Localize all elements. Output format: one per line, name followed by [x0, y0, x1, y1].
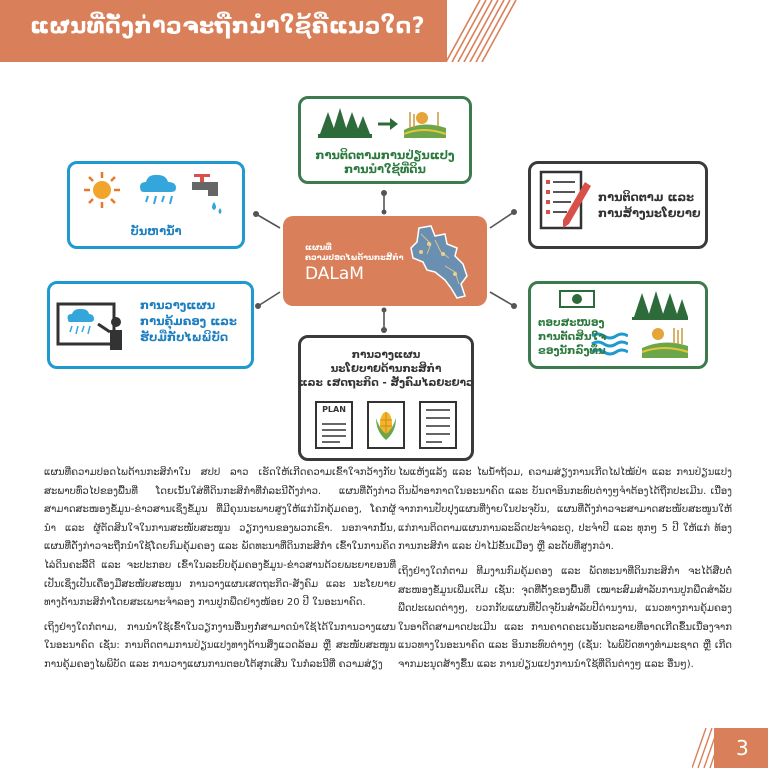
page-number: 3 — [736, 736, 749, 760]
sun-icon — [82, 170, 122, 210]
water-tap-icon — [190, 172, 234, 216]
laos-map-icon — [401, 222, 481, 302]
checklist-pen-icon — [537, 168, 593, 240]
money-icon — [558, 289, 598, 309]
page-title: ແຜນທີ່ດັ່ງກ່າວຈະຖືກນໍາໃຊ້ຄືແນວໃດ? — [30, 14, 425, 39]
box-policy-line1: ການວາງແຜນ — [351, 349, 421, 361]
box-monitoring-line2: ການສ້າງນະໂຍບາຍ — [598, 206, 701, 220]
center-title-line1: ແຜນທີ່ — [305, 243, 332, 252]
box-policy-line3: ແລະ ເສດຖະກິດ - ສັງຄົມໄລຍະຍາວ — [298, 377, 474, 389]
crop-corn-icon — [366, 400, 406, 450]
box-investor-line1: ຕອບສະໜອງ — [538, 317, 605, 329]
box-disaster-line1: ການວາງແຜນ — [140, 298, 216, 312]
box-water-label: ບັນຫານໍ້າ — [130, 224, 182, 238]
body-left-paragraph-1: ແຜນທີ່ຄວາມປອດໄພດ້ານກະສິກໍາໃນ ສປປ ລາວ ເຮັດໃຫ້ເກີດຄວາມເຂົ້າໃຈກວ້າງກັບສະພາບທົ່ວໄປຂອງພື້ນທີ່ ໂດຍເນັ້ນໃສ່ທີ່ດິນກະສິກໍາທີ່ກໍລະນີດັ່ງກ່າວ. ແຜນທີ່ດັ່ງກ່າວສາມາດສະໜອງຂໍ້ມູນ-ຂ່າວສານເຊິ່ງຂໍ້ມູນ ທີ່ມີຄຸນນະພາບສູງໃຫ້ແກ່ນັກຄຸ້ມຄອງ, ໂຄກຜູ້ນໍາ ແລະ ຜູ້ຕັດສິນໃຈໃນການສະໜັບສະໜູນ ວຽກງານຂອງພວກເຂົາ. ນອກຈາກນັ້ນ, ແຜນທີ່ດັ່ງກ່າວຈະຖືກນໍາໃຊ້ໂດຍກົມຄຸ້ມຄອງ ແລະ ພັດທະນາທີ່ດິນກະສິກໍາ ເຂົ້າໃນການຄິດໄລ່ດິນຄະລີ້ດີ ແລະ ຈະປະກອບ ເຂົ້າໃນລະບົບຄຸ້ມຄອງຂໍ້ມູນ-ຂ່າວສານດ້ວຍພະຍາຍອນທີ່ເປັນເຊິ່ງເປັນເຄື່ອງມືສະໜັບສະໜູນ ການວາງແຜນເສດຖະກິດ-ສັງຄົມ ແລະ ນະໂຍບາຍທາງດ້ານກະສິກໍາໂດຍສະເພາະຈໍາລອງ ການປູກພືດຢ່າງໜ້ອຍ 20 ປີ ໃນອະນາຄົດ. — [44, 467, 396, 609]
body-right-paragraph-2: ເຖິງຢ່າງໃດກໍຕາມ ທີມງານກົມຄຸ້ມຄອງ ແລະ ພັດທະນາທີ່ດິນກະສິກໍາ ຈະໄດ້ສືບຕໍ່ສະໜອງຂໍ້ມູນເພີ່ມເຕີມ ເຊັ່ນ: ຈຸດທີ່ຕັ້ງຂອງພື້ນທີ່ ເໝາະສົມສໍາລັບການປູກພືດສໍາລັບພືດປະເພດຕ່າງໆ, ບວກກັບແຜນທີ່ປັດຈຸບັນສໍາລັບປີດ່ານງານ, ແນວທາງການຄຸ້ມຄອງໃນອາດີດສາມາດປະເມີນ ແລະ ການຄາດຄະເນອັນຕະລາຍທີ່ອາດເກີດຂຶ້ນເນື່ອງຈາກແນວທາງໃນອະນາຄົດ ແລະ ອິນກະທົບຕ່າງໆ (ເຊັ່ນ: ໄພພິບັດທາງທໍາມະຊາດ ຫຼື ເກີດຈາກມະນຸດສ້າງຂຶ້ນ ແລະ ການປ່ຽນແປງການນໍາໃຊ້ທີ່ດິນຕ່າງໆ ແລະ ອື່ນໆ). — [398, 565, 732, 670]
report-document-icon — [418, 400, 458, 450]
page-number-box — [714, 728, 768, 768]
box-land-use-line1: ການຕິດຕາມການປ່ຽນແປງ — [315, 148, 455, 162]
box-policy-line2: ນະໂຍບາຍດ້ານກະສິກໍາ — [330, 363, 442, 375]
box-investor-line3: ຂອງນັກລົງທຶນ — [538, 345, 606, 357]
farm-field-icon — [640, 322, 690, 360]
box-monitoring-line1: ການຕິດຕາມ ແລະ — [598, 190, 695, 204]
body-text-right — [398, 464, 732, 681]
body-text-left — [44, 464, 396, 681]
land-use-change-icon — [318, 104, 452, 142]
box-investor-line2: ການຕັດສິນໃຈ — [538, 331, 607, 343]
forest-icon — [632, 289, 688, 321]
plan-document-label: PLAN — [322, 405, 346, 414]
center-dalam-box — [283, 216, 487, 306]
body-left-paragraph-2: ເຖິງຢ່າງໃດກໍຕາມ, ການນໍາໃຊ້ເຂົ້າໃນວຽກງານອື່ນໆກໍ່ສາມາດນໍາໃຊ້ໄດ້ໃນການວາງແຜນໃນອະນາຄົດ ເຊັ່ນ: ການຕິດຕາມການປ່ຽນແປງທາງດ້ານສິ່ງແວດລ້ອມ ຫຼື ສະໜັບສະໜູນການຄຸ້ມຄອງໄພພິບັດ ແລະ ການວາງແຜນການຕອບໂຕ້ສຸກເສີນ ໃນກໍລະນີທີ່ ຄວາມສ່ຽງ — [44, 621, 396, 670]
center-title-line2: ຄວາມປອດໄພດ້ານກະສິກໍາ — [305, 253, 404, 262]
body-right-paragraph-1: ໄພແຫ້ງແລ້ງ ແລະ ໄພນໍ້າຖ້ວມ, ຄວາມສ່ຽງການເກີດໄຟໄໝ້ປ່າ ແລະ ການປ່ຽນແປງດິນຟ້າອາກາດໃນອະນາຄົດ ແລະ ບັນດາອິນກະທົບຕ່າງໆຈໍາຕ້ອງໄດ້ຖືກປະເມີນ. ເນື່ອງຈາກການປັບປຸງແຜນທີ່ງ່າຍໃນປະຈຸບັນ, ແຜນທີ່ດັ່ງກ່າວຈະສາມາດສະໜັບສະໜູນໃຫ້ແກ່ການຕິດຕາມແຜນການລະລິດປະຈໍາລະດູ, ປະຈໍາປີ ແລະ ທຸກໆ 5 ປີ ໃຫ້ແກ່ ທ້ອງການກະສິກໍາ ແລະ ປ່າໄມ້ຂັ້ນເມືອງ ຫຼື ລະດັບທີ່ສູງກວ່າ. — [398, 467, 732, 553]
box-land-use-line2: ການນໍາໃຊ້ທີ່ດິນ — [344, 162, 426, 176]
center-dalam-name: DALaM — [305, 264, 364, 284]
box-disaster-line2: ການຄຸ້ມຄອງ ແລະ — [140, 314, 237, 328]
box-disaster-line3: ຮັບມືກັບໄພພິບັດ — [140, 330, 229, 344]
rain-cloud-icon — [136, 170, 180, 214]
presentation-board-icon — [56, 300, 126, 352]
